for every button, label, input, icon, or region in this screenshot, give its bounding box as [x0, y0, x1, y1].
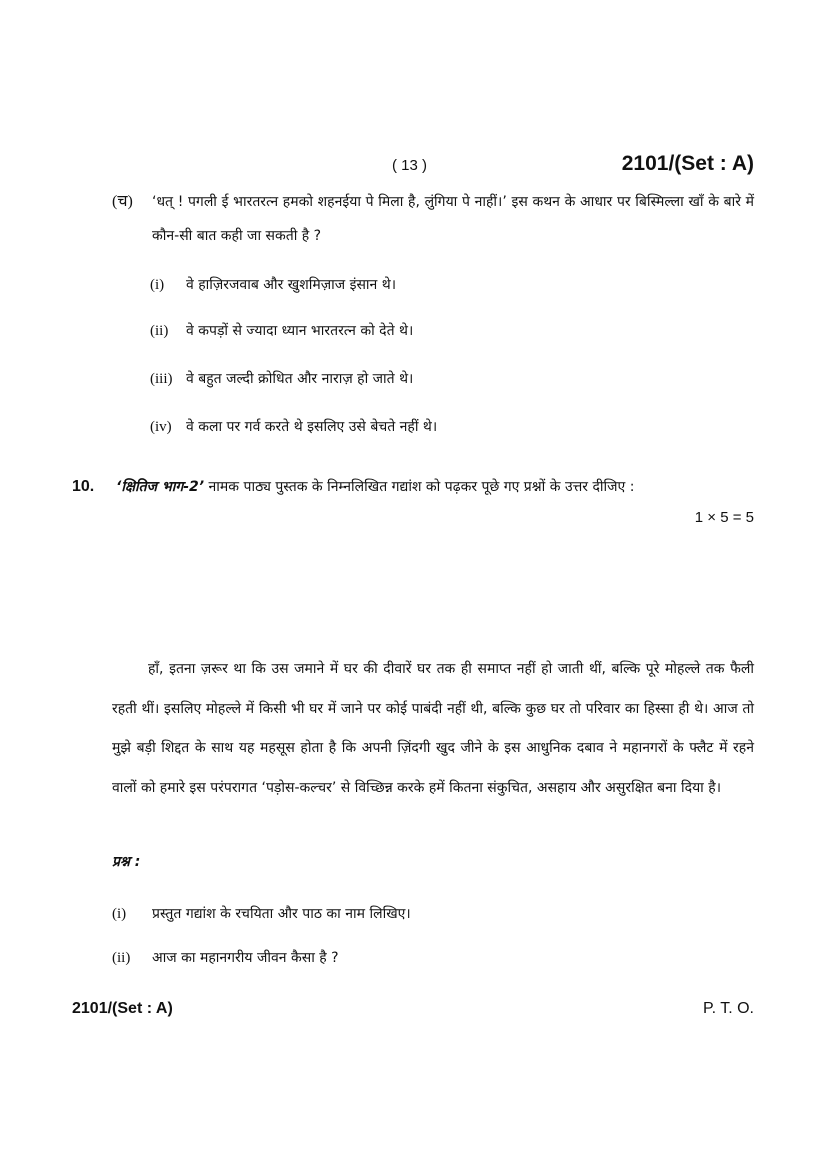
- question-cha-label: (च): [112, 193, 133, 210]
- book-title: ‘क्षितिज भाग-2’: [116, 479, 205, 495]
- page-number: ( 13 ): [392, 157, 428, 174]
- passage-text: हाँ, इतना ज़रूर था कि उस जमाने में घर की दीवारें घर तक ही समाप्त नहीं हो जाती थीं, बल्कि पूरे मोहल्ले तक फैली रहती थीं। इसलिए मोहल्ले में किसी भी घर में जाने पर कोई पाबंदी नहीं थी, बल्कि कुछ घर तो परिवार का हिस्सा ही थे। आज तो मुझे बड़ी शिद्दत के साथ यह महसूस होता है कि अपनी ज़िंदगी खुद जीने के इस आधुनिक दबाव ने महानगरों के फ्लैट में रहने वालों को हमारे इस परंपरागत ‘पड़ोस-कल्चर’ से विच्छिन्न करके हमें कितना संकुचित, असहाय और असुरक्षित बना दिया है।: [112, 661, 754, 796]
- option-text: वे कपड़ों से ज्यादा ध्यान भारतरत्न को देते थे।: [186, 323, 414, 339]
- sub-question-text: प्रस्तुत गद्यांश के रचयिता और पाठ का नाम लिखिए।: [152, 906, 411, 922]
- question-10-text: [116, 470, 756, 504]
- set-code-header: 2101/(Set : A): [621, 152, 754, 175]
- sub-question-number: (ii): [112, 950, 131, 966]
- marks-allocation: 1 × 5 = 5: [694, 509, 754, 526]
- option-text: वे कला पर गर्व करते थे इसलिए उसे बेचते नहीं थे।: [186, 419, 438, 435]
- option-number: (iii): [150, 371, 173, 387]
- option-text: वे बहुत जल्दी क्रोधित और नाराज़ हो जाते थे।: [186, 371, 414, 387]
- question-cha-text: ‘धत् ! पगली ई भारतरत्न हमको शहनईया पे मिला है, लुंगिया पे नाहीं।’ इस कथन के आधार पर बिस्मिल्ला खाँ के बारे में कौन-सी बात कही जा सकती है ?: [152, 194, 754, 244]
- questions-heading: प्रश्न :: [112, 854, 141, 870]
- sub-question-ii: [112, 941, 712, 975]
- question-10-number: 10.: [72, 478, 95, 495]
- option-number: (iv): [150, 419, 172, 435]
- option-number: (i): [150, 277, 165, 293]
- option-number: (ii): [150, 323, 169, 339]
- option-iv: [150, 410, 750, 444]
- option-text: वे हाज़िरजवाब और खुशमिज़ाज इंसान थे।: [186, 277, 397, 293]
- option-i: [150, 268, 750, 302]
- option-ii: [150, 314, 750, 348]
- sub-question-i: [112, 897, 712, 931]
- option-iii: [150, 362, 750, 396]
- question-10-instruction: नामक पाठ्य पुस्तक के निम्नलिखित गद्यांश को पढ़कर पूछे गए प्रश्नों के उत्तर दीजिए :: [204, 479, 635, 495]
- sub-question-number: (i): [112, 906, 127, 922]
- sub-question-text: आज का महानगरीय जीवन कैसा है ?: [152, 950, 339, 966]
- footer-pto: P. T. O.: [703, 1000, 754, 1017]
- footer-set-code: 2101/(Set : A): [72, 1000, 173, 1017]
